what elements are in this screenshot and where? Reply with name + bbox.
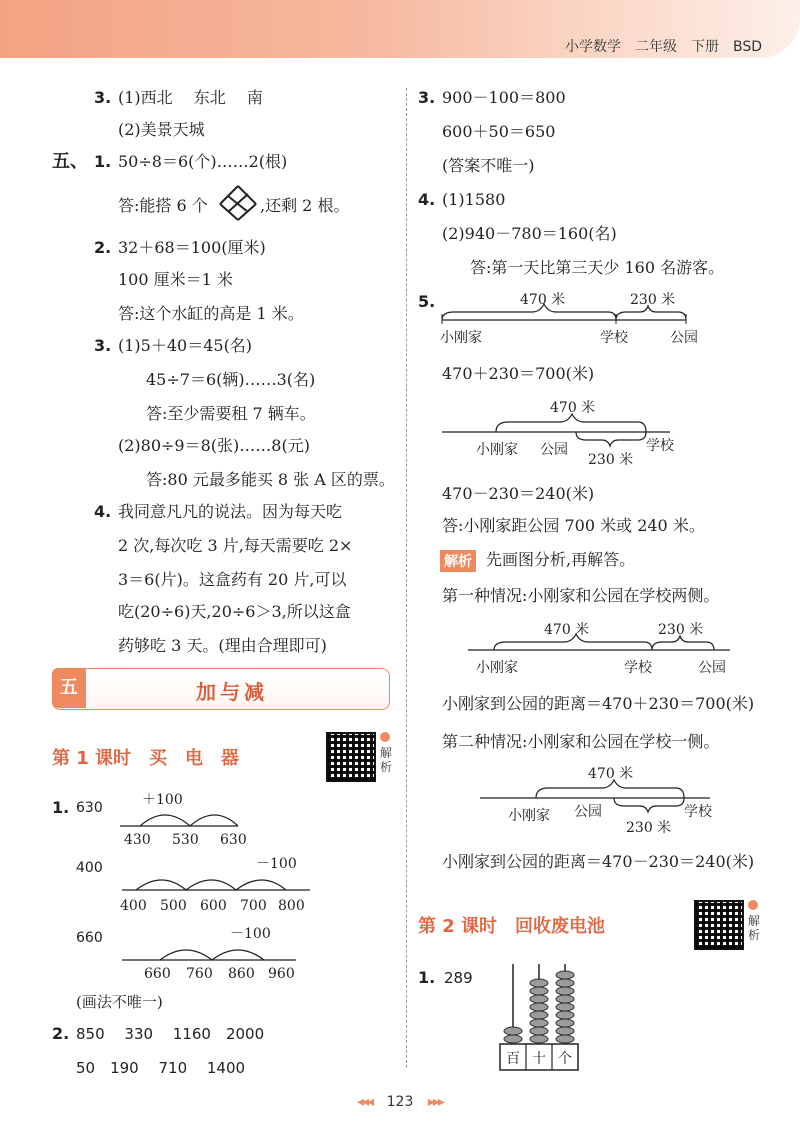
item-number: 4. <box>94 502 112 521</box>
tick-label: 630 <box>220 832 247 848</box>
abacus-bead <box>556 971 574 979</box>
place-value-label: 个 <box>558 1051 572 1067</box>
tick-label: 860 <box>228 966 255 982</box>
lesson-title: 第 1 课时 买 电 器 <box>52 748 240 769</box>
abacus-bead <box>556 979 574 987</box>
answer-value: 660 <box>76 930 103 946</box>
segment-label: 470 米 <box>550 400 596 416</box>
answer-line: 900－100＝800 <box>442 88 566 107</box>
abacus-bead <box>556 1003 574 1011</box>
segment-label: 230 米 <box>630 292 676 308</box>
abacus-bead <box>530 1027 548 1035</box>
abacus-bead <box>530 1019 548 1027</box>
item-number: 1. <box>52 798 70 817</box>
answer-line: (2)80÷9＝8(张)……8(元) <box>118 436 310 455</box>
unit-title: 加与减 <box>196 680 268 704</box>
answer-line: 答:这个水缸的高是 1 米。 <box>118 304 304 323</box>
item-number: 4. <box>418 190 436 209</box>
segment-diagram-2 <box>440 398 700 468</box>
answer-line: 我同意凡凡的说法。因为每天吃 <box>118 502 343 521</box>
number-line-b <box>120 852 320 912</box>
step-label: －100 <box>230 926 271 942</box>
place-label: 学校 <box>624 660 652 676</box>
answer-line: (2)美景天城 <box>118 120 205 139</box>
segment-diagram-3 <box>468 620 748 684</box>
abacus-bead <box>530 1003 548 1011</box>
tick-label: 600 <box>200 898 227 914</box>
answer-line: 答:80 元最多能买 8 张 A 区的票。 <box>146 470 395 489</box>
tick-label: 700 <box>240 898 267 914</box>
answer-line: 答:第一天比第三天少 160 名游客。 <box>470 258 725 277</box>
abacus-bead <box>530 995 548 1003</box>
segment-label: 230 米 <box>658 622 704 638</box>
analysis-line: 第一种情况:小刚家和公园在学校两侧。 <box>442 586 720 605</box>
answer-row: 50 190 710 1400 <box>76 1059 246 1077</box>
note-text: (画法不唯一) <box>76 993 163 1011</box>
place-value-label: 百 <box>506 1051 520 1067</box>
answer-line: 600＋50＝650 <box>442 122 556 141</box>
section-number: 五、 <box>52 151 88 172</box>
place-label: 公园 <box>698 660 726 676</box>
abacus-bead <box>504 1027 522 1035</box>
step-label: －100 <box>256 856 297 872</box>
abacus-bead <box>556 1019 574 1027</box>
answer-row: 850 330 1160 2000 <box>76 1025 265 1043</box>
answer-line: 2 次,每次吃 3 片,每天需要吃 2× <box>118 536 353 555</box>
analysis-line: 小刚家到公园的距离＝470－230＝240(米) <box>442 852 755 871</box>
place-label: 小刚家 <box>508 808 550 824</box>
prev-arrows-icon: ◂◂◂ <box>357 1094 373 1110</box>
tick-label: 430 <box>124 832 151 848</box>
abacus-bead <box>504 1035 522 1043</box>
tick-label: 660 <box>144 966 171 982</box>
abacus-bead <box>530 979 548 987</box>
equation: 470－230＝240(米) <box>442 484 595 503</box>
segment-diagram-1 <box>440 290 720 354</box>
step-label: ＋100 <box>142 792 183 808</box>
abacus-diagram <box>496 962 586 1078</box>
qr-label: 解析 <box>748 914 761 942</box>
place-value-label: 十 <box>532 1051 546 1067</box>
abacus-bead <box>530 1011 548 1019</box>
item-number: 2. <box>52 1024 70 1043</box>
segment-label: 230 米 <box>588 452 634 468</box>
abacus-bead <box>556 995 574 1003</box>
item-number: 3. <box>94 336 112 355</box>
qr-code-icon[interactable] <box>326 732 376 782</box>
item-number: 3. <box>94 88 112 107</box>
item-number: 1. <box>94 152 112 171</box>
answer-line: 吃(20÷6)天,20÷6＞3,所以这盒 <box>118 602 351 621</box>
abacus-bead <box>530 987 548 995</box>
place-label: 学校 <box>684 804 712 820</box>
page-number <box>0 1094 800 1110</box>
column-divider <box>406 88 407 1068</box>
answer-value: 289 <box>444 969 473 987</box>
stick-figure-icon <box>218 184 258 222</box>
place-label: 公园 <box>574 804 602 820</box>
answer-line: 答:能搭 6 个 <box>118 196 208 215</box>
answer-line: 50÷8＝6(个)……2(根) <box>118 152 288 171</box>
answer-line: (答案不唯一) <box>442 156 535 175</box>
abacus-bead <box>556 1027 574 1035</box>
answer-line: (1)1580 <box>442 190 506 209</box>
tick-label: 960 <box>268 966 295 982</box>
place-label: 公园 <box>670 330 698 346</box>
qr-label: 解析 <box>380 746 393 774</box>
tick-label: 760 <box>186 966 213 982</box>
place-label: 小刚家 <box>476 660 518 676</box>
item-number: 1. <box>418 968 436 987</box>
item-number: 5. <box>418 292 436 311</box>
number-line-a <box>120 792 250 852</box>
play-icon <box>748 900 758 910</box>
segment-label: 470 米 <box>588 766 634 782</box>
item-number: 2. <box>94 238 112 257</box>
number-line-c <box>120 922 310 982</box>
analysis-tag: 解析 <box>440 550 476 572</box>
tick-label: 530 <box>172 832 199 848</box>
lesson-title: 第 2 课时 回收废电池 <box>418 916 606 937</box>
next-arrows-icon: ▸▸▸ <box>427 1094 443 1110</box>
segment-label: 470 米 <box>544 622 590 638</box>
play-icon <box>380 732 390 742</box>
analysis-line: 小刚家到公园的距离＝470＋230＝700(米) <box>442 694 755 713</box>
place-label: 小刚家 <box>476 442 518 458</box>
answer-line: (1)5＋40＝45(名) <box>118 336 253 355</box>
answer-line: (2)940－780＝160(名) <box>442 224 617 243</box>
place-label: 学校 <box>646 438 674 454</box>
answer-line: 3＝6(片)。这盒药有 20 片,可以 <box>118 570 347 589</box>
answer-line: ,还剩 2 根。 <box>260 196 350 215</box>
item-number: 3. <box>418 88 436 107</box>
place-label: 公园 <box>540 442 568 458</box>
abacus-bead <box>556 987 574 995</box>
book-header: 小学数学 二年级 下册 BSD <box>564 39 762 55</box>
answer-line: 答:至少需要租 7 辆车。 <box>146 404 316 423</box>
answer-line: 药够吃 3 天。(理由合理即可) <box>118 636 327 655</box>
place-label: 小刚家 <box>440 330 482 346</box>
answer-line: (1)西北 东北 南 <box>118 88 263 107</box>
answer-value: 630 <box>76 800 103 816</box>
answer-line: 答:小刚家距公园 700 米或 240 米。 <box>442 516 705 535</box>
abacus-bead <box>530 1035 548 1043</box>
segment-label: 470 米 <box>520 292 566 308</box>
qr-code-icon[interactable] <box>694 900 744 950</box>
place-label: 学校 <box>600 330 628 346</box>
answer-line: 45÷7＝6(辆)……3(名) <box>146 370 316 389</box>
answer-line: 100 厘米＝1 米 <box>118 270 233 289</box>
answer-value: 400 <box>76 860 103 876</box>
analysis-line: 第二种情况:小刚家和公园在学校一侧。 <box>442 732 720 751</box>
tick-label: 500 <box>160 898 187 914</box>
page-number-value: 123 <box>386 1094 414 1110</box>
unit-number: 五 <box>52 668 86 708</box>
abacus-bead <box>556 1011 574 1019</box>
tick-label: 800 <box>278 898 305 914</box>
tick-label: 400 <box>120 898 147 914</box>
answer-line: 32＋68＝100(厘米) <box>118 238 266 257</box>
segment-label: 230 米 <box>626 820 672 836</box>
equation: 470＋230＝700(米) <box>442 364 595 383</box>
segment-diagram-4 <box>478 764 738 838</box>
abacus-bead <box>556 1035 574 1043</box>
analysis-lead: 先画图分析,再解答。 <box>486 550 636 569</box>
